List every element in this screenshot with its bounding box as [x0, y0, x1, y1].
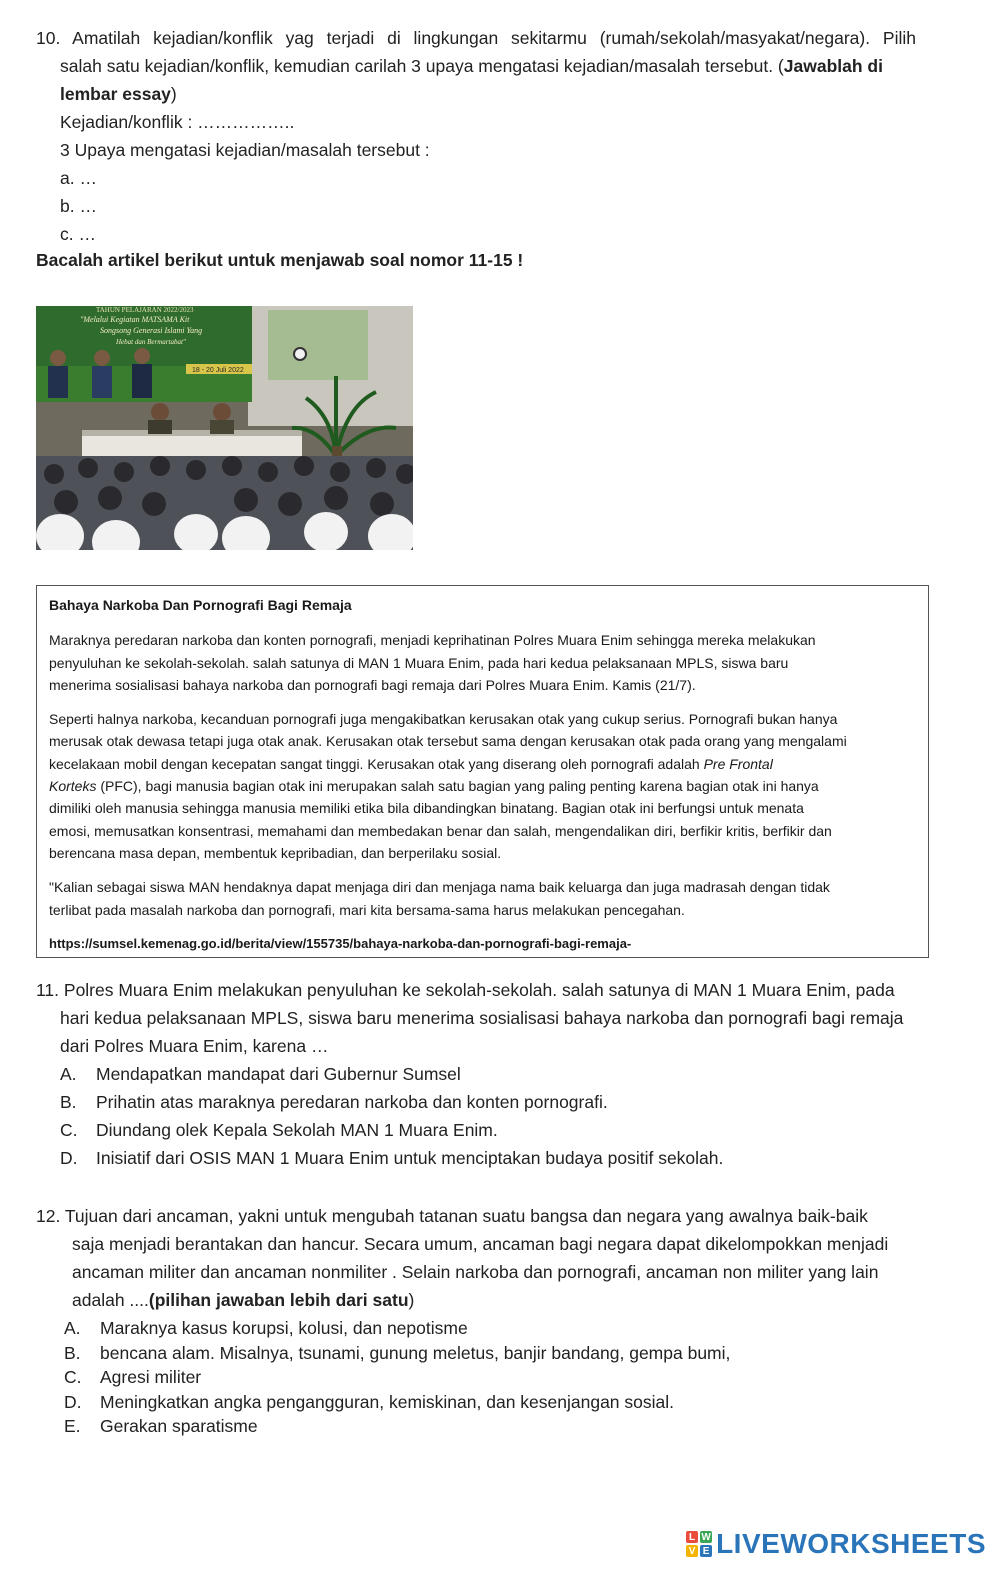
q12-line-2: saja menjadi berantakan dan hancur. Secara umum, ancaman bagi negara dapat dikelompokkan menjadi	[72, 1234, 889, 1254]
q11-line-1: 11. Polres Muara Enim melakukan penyuluhan ke sekolah-sekolah. salah satunya di MAN 1 Muara Enim, pada	[36, 980, 895, 1000]
logo-tile: L	[686, 1531, 698, 1543]
q12-option-a[interactable]: A. Maraknya kasus korupsi, kolusi, dan nepotisme	[64, 1318, 468, 1338]
q11-option-c[interactable]: C. Diundang olek Kepala Sekolah MAN 1 Muara Enim.	[60, 1120, 498, 1140]
q12-option-d[interactable]: D. Meningkatkan angka pengangguran, kemiskinan, dan kesenjangan sosial.	[64, 1391, 675, 1412]
banner-date: 18 - 20 Juli 2022	[192, 367, 244, 374]
q12-line-3: ancaman militer dan ancaman nonmiliter . Selain narkoba dan pornografi, ancaman non militer yang lain	[72, 1262, 879, 1282]
article-paragraph-2: Seperti halnya narkoba, kecanduan pornografi juga mengakibatkan kerusakan otak yang cukup serius. Pornografi bukan hanya merusak otak dewasa tetapi juga otak anak. Kerusakan otak tersebut sama dengan kerusakan otak pada orang yang mengalami kecelakaan mobil dengan kecepatan sangat tinggi. Kerusakan otak yang diserang oleh pornografi adalah Pre Frontal Korteks (PFC), bagi manusia bagian otak ini merupakan salah satu bagian yang paling penting karena bagian otak ini hanya dimiliki oleh manusia sehingga manusia memiliki etika bila dibandingkan binatang. Bagian otak ini berfungsi untuk menata emosi, memusatkan konsentrasi, memahami dan membedakan benar dan salah, mengendalikan diri, berfikir kritis, berfikir dan berencana masa depan, membentuk kepribadian, dan berperilaku sosial.	[49, 711, 847, 861]
question-11	[36, 976, 916, 1172]
q10-answer-a: a. …	[60, 168, 97, 188]
liveworksheets-logo[interactable]	[686, 1527, 986, 1561]
article-title: Bahaya Narkoba Dan Pornografi Bagi Remaja	[49, 597, 352, 613]
q12-line-4: adalah ....(pilihan jawaban lebih dari satu)	[72, 1290, 415, 1310]
question-10	[36, 24, 916, 248]
q11-line-3: dari Polres Muara Enim, karena …	[60, 1036, 329, 1056]
liveworksheets-logo-icon	[686, 1531, 712, 1557]
q10-upaya-label: 3 Upaya mengatasi kejadian/masalah tersebut :	[60, 140, 430, 160]
q10-line-2: salah satu kejadian/konflik, kemudian carilah 3 upaya mengatasi kejadian/masalah tersebut. (Jawablah di	[60, 56, 883, 76]
article-paragraph-1: Maraknya peredaran narkoba dan konten pornografi, menjadi keprihatinan Polres Muara Enim sehingga mereka melakukan penyuluhan ke sekolah-sekolah. salah satunya di MAN 1 Muara Enim, pada hari kedua pelaksanaan MPLS, siswa baru menerima sosialisasi bahaya narkoba dan pornografi bagi remaja dari Polres Muara Enim. Kamis (21/7).	[49, 632, 816, 693]
logo-tile: E	[700, 1545, 712, 1557]
q11-options	[36, 1060, 916, 1172]
q11-option-d[interactable]: D. Inisiatif dari OSIS MAN 1 Muara Enim untuk menciptakan budaya positif sekolah.	[60, 1148, 724, 1168]
article-paragraph-3: "Kalian sebagai siswa MAN hendaknya dapat menjaga diri dan menjaga nama baik keluarga dan juga madrasah dengan tidak terlibat pada masalah narkoba dan pornografi, mari kita bersama-sama harus melakukan pencegahan.	[49, 879, 830, 918]
q10-answer-c: c. …	[60, 224, 96, 244]
q12-option-c[interactable]: C. Agresi militer	[64, 1367, 202, 1387]
q12-option-e[interactable]: E. Gerakan sparatisme	[64, 1416, 258, 1436]
article-box	[36, 585, 929, 958]
q11-option-a[interactable]: A. Mendapatkan mandapat dari Gubernur Sumsel	[60, 1064, 461, 1084]
question-12	[36, 1202, 916, 1439]
banner-top-text: TAHUN PELAJARAN 2022/2023	[96, 306, 194, 314]
liveworksheets-logo-text: LIVEWORKSHEETS	[716, 1528, 986, 1559]
q11-line-2: hari kedua pelaksanaan MPLS, siswa baru menerima sosialisasi bahaya narkoba dan pornografi bagi remaja	[60, 1008, 904, 1028]
q12-line-1: 12. Tujuan dari ancaman, yakni untuk mengubah tatanan suatu bangsa dan negara yang awalnya baik-baik	[36, 1206, 868, 1226]
article-photo	[36, 306, 413, 550]
q10-line-1: 10. Amatilah kejadian/konflik yag terjadi di lingkungan sekitarmu (rumah/sekolah/masyakat/negara). Pilih	[36, 28, 916, 48]
q12-option-b[interactable]: B. bencana alam. Misalnya, tsunami, gunung meletus, banjir bandang, gempa bumi,	[64, 1342, 731, 1363]
q10-line-3: lembar essay)	[60, 84, 177, 104]
q11-option-b[interactable]: B. Prihatin atas maraknya peredaran narkoba dan konten pornografi.	[60, 1092, 608, 1112]
banner-line-1: "Melalui Kegiatan MATSAMA Kit	[80, 315, 190, 324]
q10-kejadian-field: Kejadian/konflik : ……………..	[60, 112, 295, 132]
q12-options	[36, 1316, 916, 1439]
banner-line-3: Hebat dan Bermartabat"	[116, 338, 186, 346]
article-source-link: https://sumsel.kemenag.go.id/berita/view/155735/bahaya-narkoba-dan-pornografi-bagi-remaja-	[49, 935, 632, 951]
logo-tile: V	[686, 1545, 698, 1557]
q10-answer-b: b. …	[60, 196, 97, 216]
logo-tile: W	[701, 1531, 711, 1543]
banner-line-2: Songsong Generasi Islami Yang	[100, 326, 203, 335]
seminar-photo-illustration	[36, 306, 413, 550]
reading-instruction: Bacalah artikel berikut untuk menjawab soal nomor 11-15 !	[36, 250, 524, 270]
